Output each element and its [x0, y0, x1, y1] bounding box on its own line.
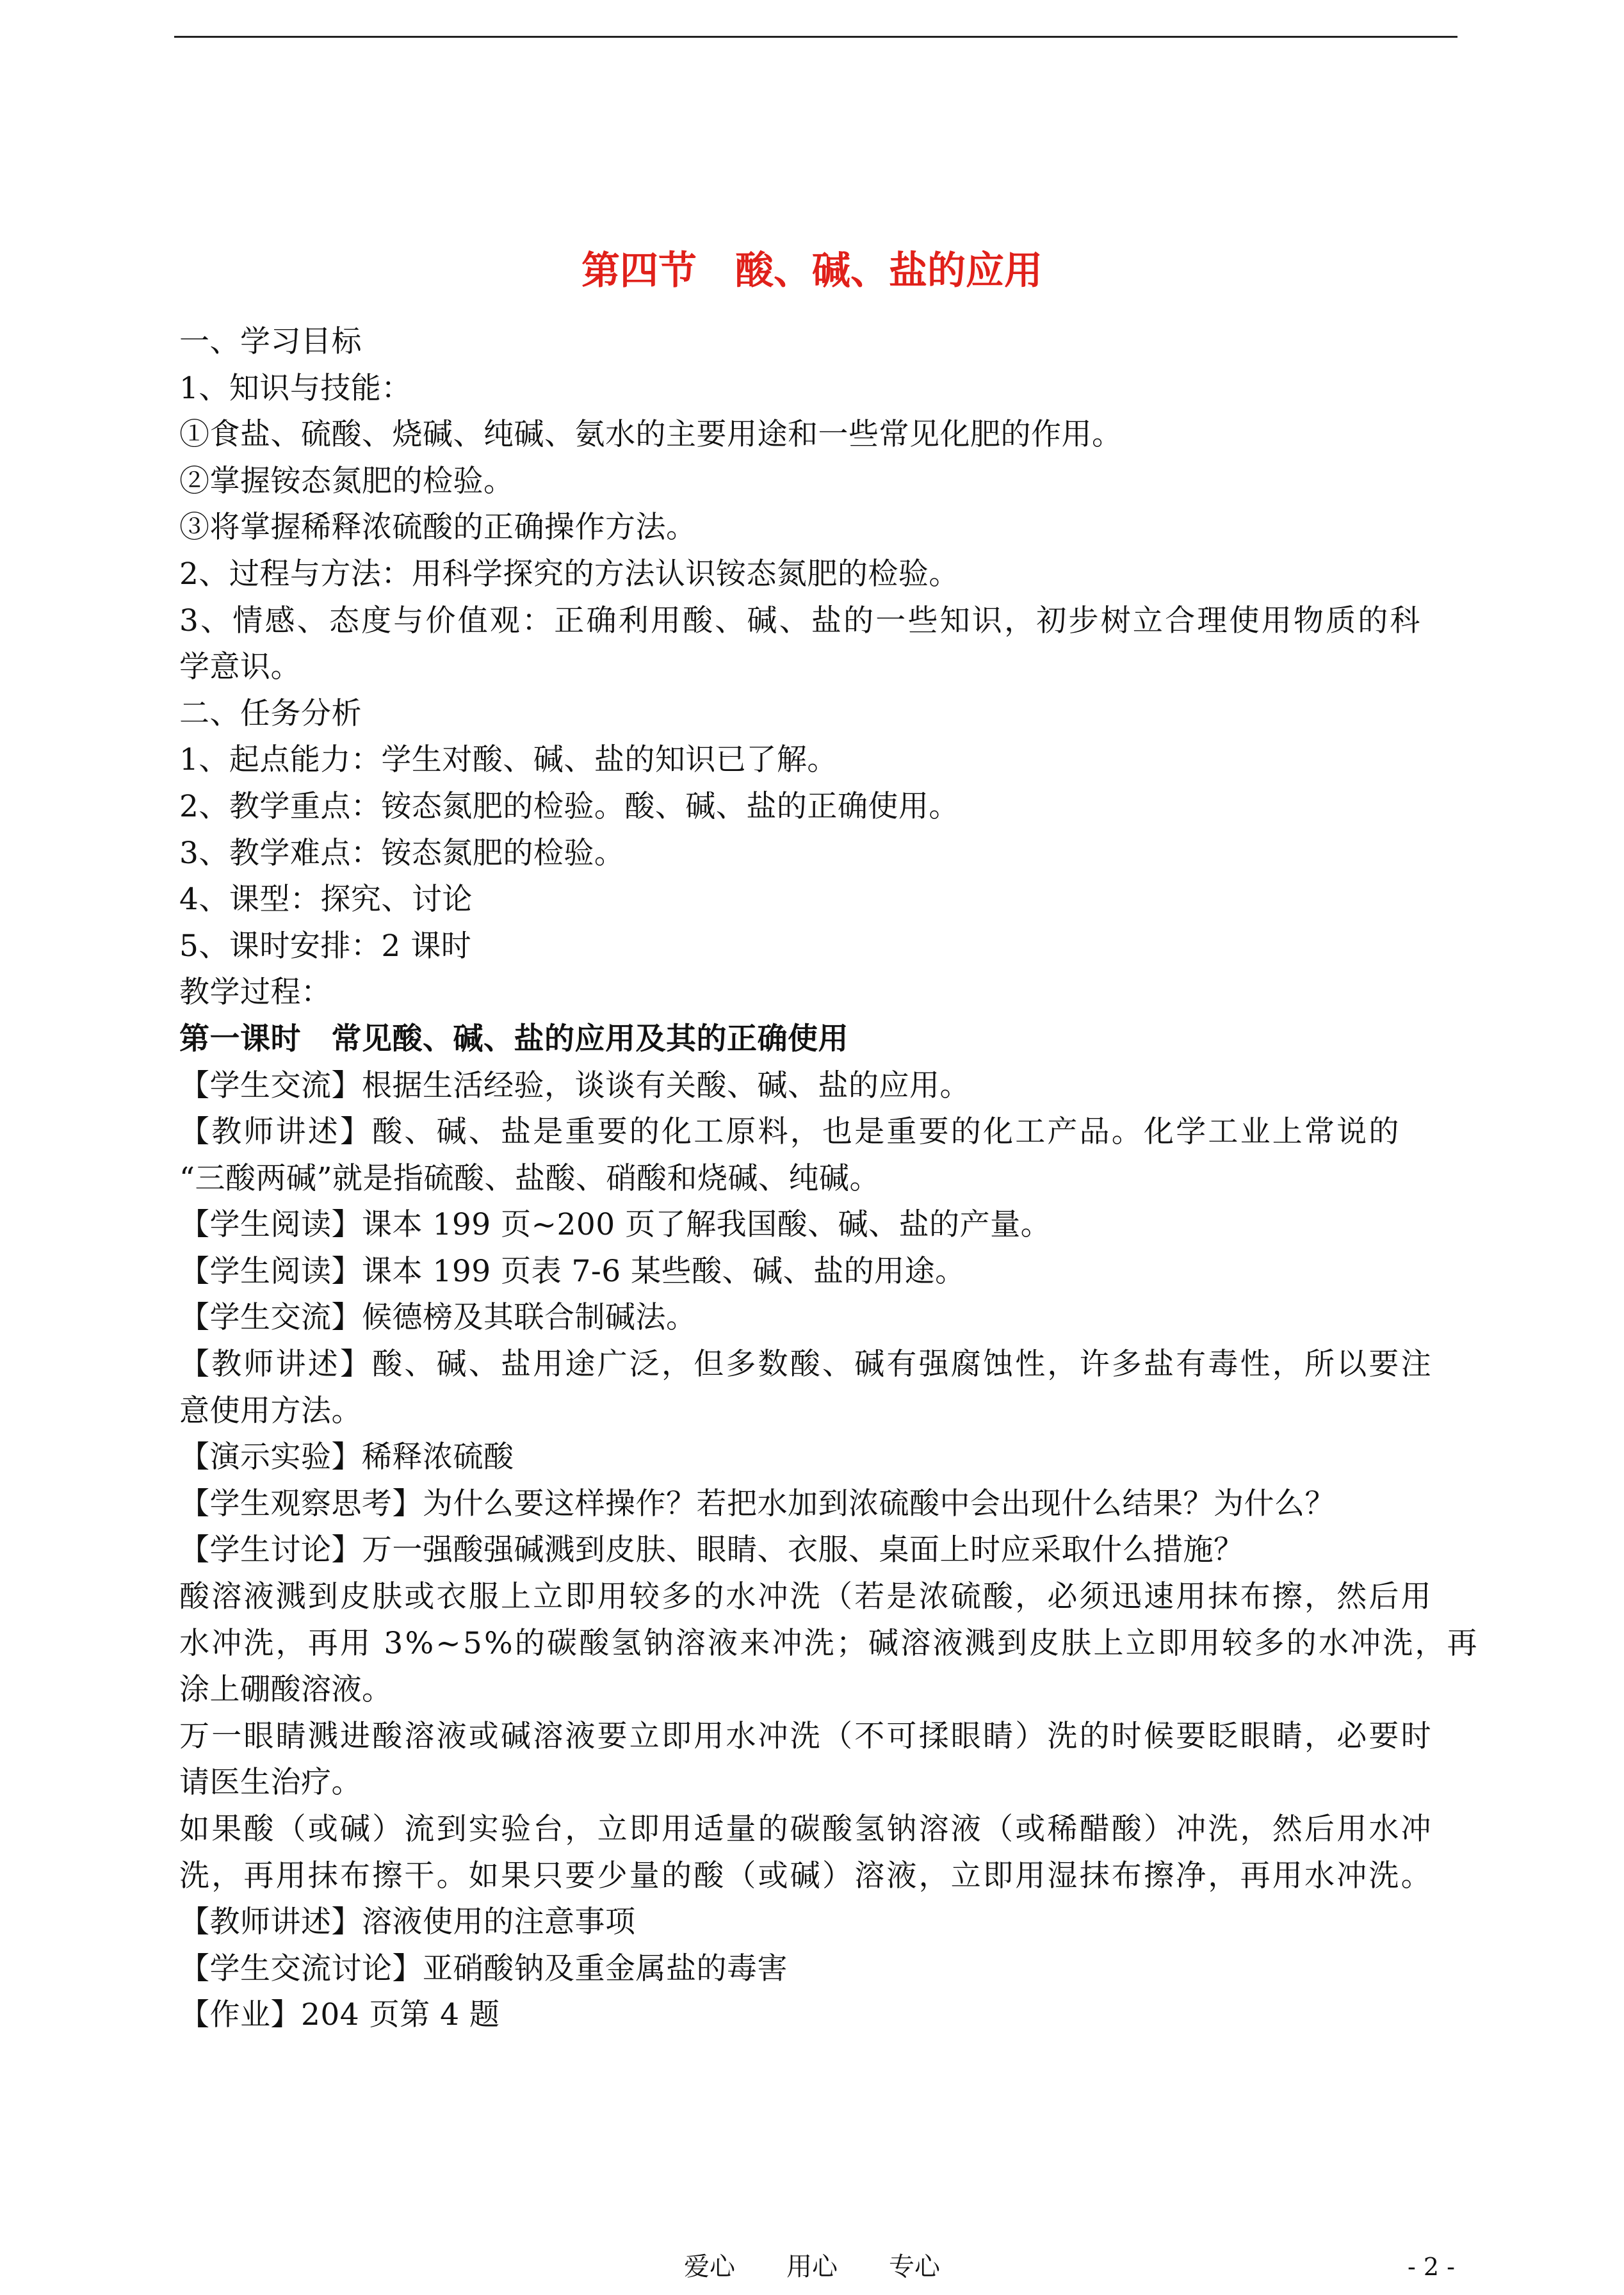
text-line: 【学生交流讨论】亚硝酸钠及重金属盐的毒害 [179, 1950, 788, 1986]
lesson-heading: 第一课时 常见酸、碱、盐的应用及其的正确使用 [179, 1021, 849, 1057]
text-line: 5、课时安排：2 课时 [179, 928, 472, 964]
text-line: 【教师讲述】酸、碱、盐是重要的化工原料，也是重要的化工产品。化学工业上常说的 [179, 1114, 1401, 1150]
text-line: 万一眼睛溅进酸溶液或碱溶液要立即用水冲洗（不可揉眼睛）洗的时候要眨眼睛，必要时 [179, 1718, 1433, 1754]
text-line: 涂上硼酸溶液。 [179, 1672, 393, 1708]
text-line: 2、教学重点：铵态氮肥的检验。酸、碱、盐的正确使用。 [179, 788, 959, 824]
text-line: 【学生讨论】万一强酸强碱溅到皮肤、眼睛、衣服、桌面上时应采取什么措施？ [179, 1532, 1244, 1568]
text-line: 【作业】204 页第 4 题 [179, 1997, 500, 2033]
text-line: 【学生交流】候德榜及其联合制碱法。 [179, 1300, 697, 1336]
text-line: 请医生治疗。 [179, 1765, 362, 1801]
text-line: ②掌握铵态氮肥的检验。 [179, 463, 514, 499]
text-line: ③将掌握稀释浓硫酸的正确操作方法。 [179, 510, 697, 546]
text-line: 【学生阅读】课本 199 页表 7-6 某些酸、碱、盐的用途。 [179, 1253, 966, 1289]
heading-teaching-process: 教学过程： [179, 975, 332, 1010]
text-line: 【演示实验】稀释浓硫酸 [179, 1439, 514, 1475]
text-line: 2、过程与方法：用科学探究的方法认识铵态氮肥的检验。 [179, 556, 959, 592]
body-text [179, 319, 1479, 2039]
text-line: 洗，再用抹布擦干。如果只要少量的酸（或碱）溶液，立即用湿抹布擦净，再用水冲洗。 [179, 1858, 1433, 1894]
text-line: 【学生阅读】课本 199 页~200 页了解我国酸、碱、盐的产量。 [179, 1207, 1052, 1243]
text-line: 意使用方法。 [179, 1393, 362, 1429]
text-line: 水冲洗，再用 3%~5%的碳酸氢钠溶液来冲洗；碱溶液溅到皮肤上立即用较多的水冲洗，再 [179, 1625, 1479, 1661]
text-line: 【学生观察思考】为什么要这样操作？若把水加到浓硫酸中会出现什么结果？为什么？ [179, 1486, 1335, 1521]
page-number: - 2 - [1407, 2253, 1455, 2281]
text-line: 【学生交流】根据生活经验，谈谈有关酸、碱、盐的应用。 [179, 1067, 970, 1103]
text-line: 【教师讲述】溶液使用的注意事项 [179, 1904, 636, 1940]
text-line: 【教师讲述】酸、碱、盐用途广泛，但多数酸、碱有强腐蚀性，许多盐有毒性，所以要注 [179, 1347, 1433, 1383]
text-line: 酸溶液溅到皮肤或衣服上立即用较多的水冲洗（若是浓硫酸，必须迅速用抹布擦，然后用 [179, 1579, 1433, 1615]
text-line: 1、起点能力：学生对酸、碱、盐的知识已了解。 [179, 742, 838, 778]
text-line: 如果酸（或碱）流到实验台，立即用适量的碳酸氢钠溶液（或稀醋酸）冲洗，然后用水冲 [179, 1812, 1433, 1847]
text-line: ①食盐、硫酸、烧碱、纯碱、氨水的主要用途和一些常见化肥的作用。 [179, 417, 1123, 453]
header-rule [174, 36, 1458, 38]
heading-task-analysis: 二、任务分析 [179, 695, 362, 731]
text-line: 1、知识与技能： [179, 370, 412, 406]
text-line: 3、情感、态度与价值观：正确利用酸、碱、盐的一些知识，初步树立合理使用物质的科 [179, 603, 1422, 638]
text-line: 4、课型：探究、讨论 [179, 882, 473, 918]
text-line: 3、教学难点：铵态氮肥的检验。 [179, 835, 625, 871]
heading-learning-goals: 一、学习目标 [179, 324, 362, 359]
text-line: “三酸两碱”就是指硫酸、盐酸、硝酸和烧碱、纯碱。 [179, 1160, 881, 1196]
section-title: 第四节 酸、碱、盐的应用 [581, 248, 1043, 293]
text-line: 学意识。 [179, 649, 301, 685]
footer-motto: 爱心 用心 专心 [684, 2252, 940, 2282]
